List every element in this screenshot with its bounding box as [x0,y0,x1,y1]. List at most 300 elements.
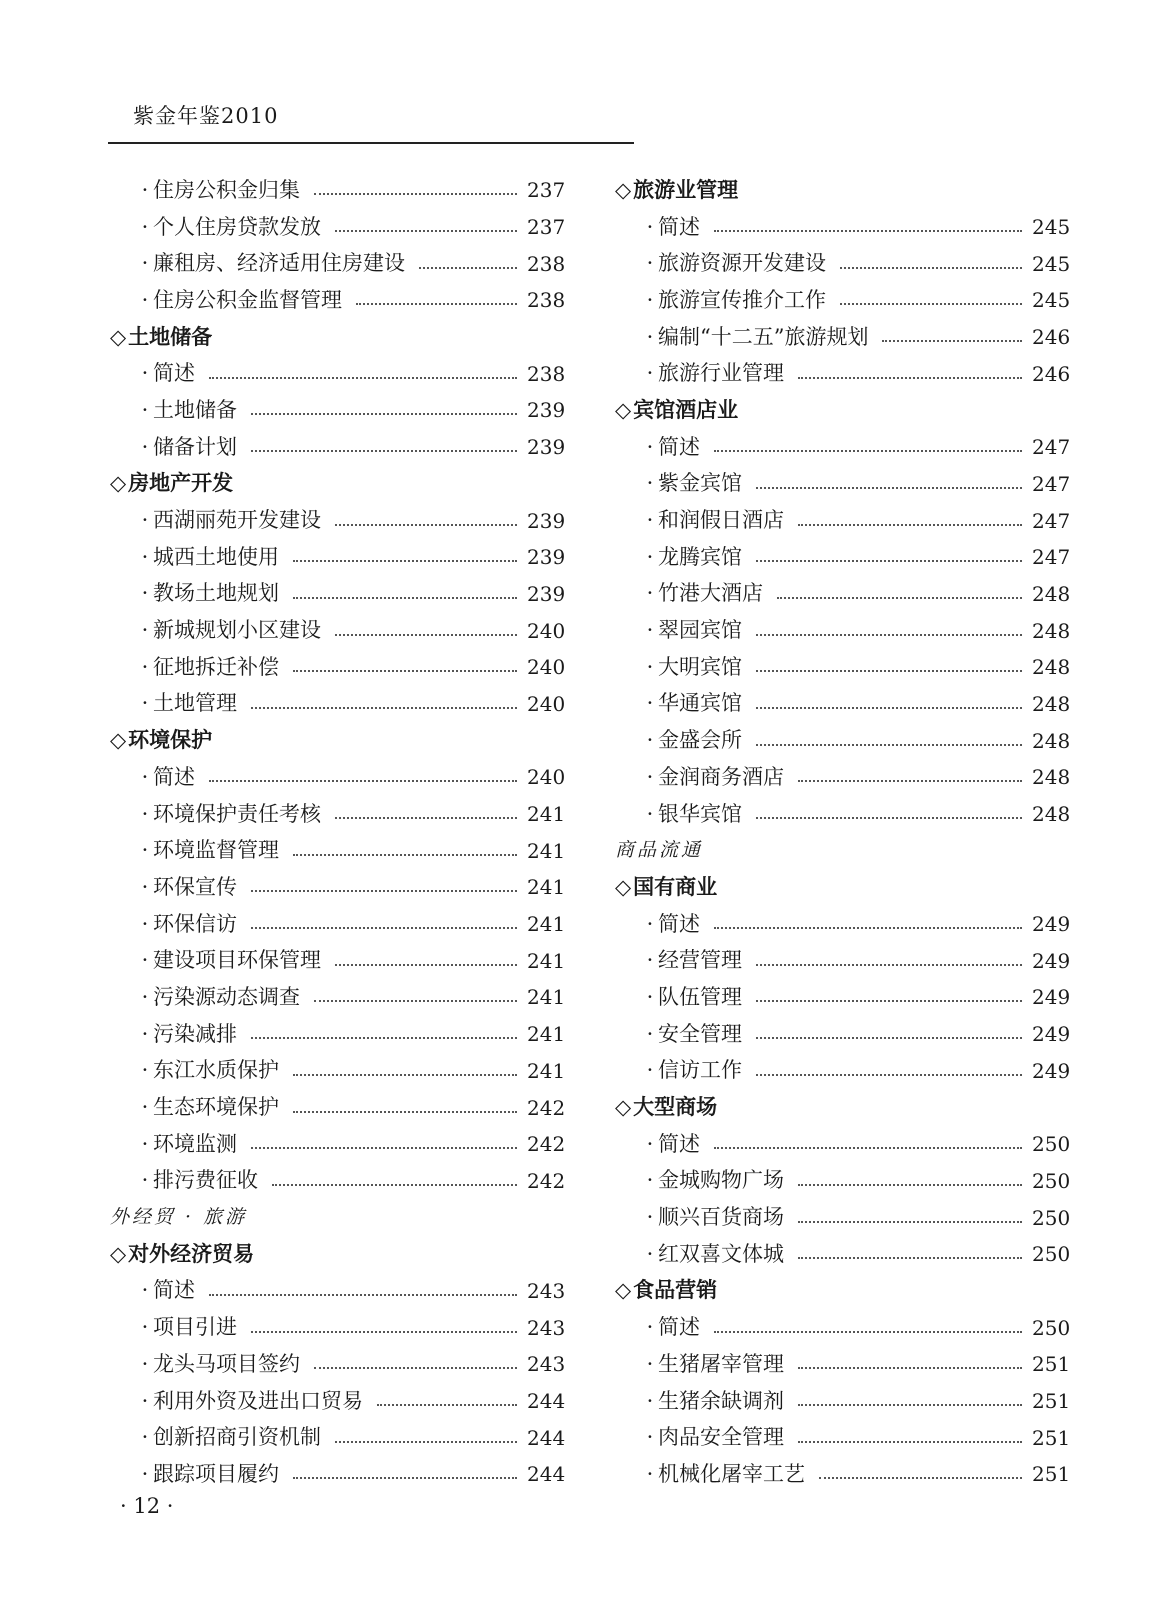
toc-entry-page: 241 [527,838,566,863]
toc-entry [110,282,565,319]
bullet-icon: · [646,691,654,716]
toc-entry [110,502,565,539]
toc-entry-title: 简述 [153,764,195,789]
dot-leader [756,670,1022,672]
toc-entry-page: 239 [527,398,566,423]
toc-section-heading [615,1089,1070,1126]
toc-category-title: 商品流通 [615,839,704,862]
toc-entry-page: 248 [1032,728,1071,753]
dot-leader [798,377,1022,379]
dot-leader [756,1037,1022,1039]
dot-leader [798,780,1022,782]
toc-entry-page: 243 [527,1352,566,1377]
toc-entry [110,172,565,209]
bullet-icon: · [141,691,149,716]
toc-entry-page: 249 [1032,1058,1071,1083]
toc-entry-page: 249 [1032,912,1071,937]
toc-entry [615,1199,1070,1236]
toc-entry-title: 简述 [153,361,195,386]
toc-entry-title: 教场土地规划 [153,581,279,606]
dot-leader [251,707,517,709]
dot-leader [335,964,517,966]
bullet-icon: · [646,471,654,496]
toc-entry-title: 经营管理 [658,948,742,973]
dot-leader [756,487,1022,489]
toc-entry-title: 安全管理 [658,1021,742,1046]
page-number: · 12 · [120,1494,174,1518]
bullet-icon: · [141,177,149,202]
dot-leader [756,707,1022,709]
bullet-icon: · [646,287,654,312]
toc-entry [110,979,565,1016]
bullet-icon: · [646,581,654,606]
bullet-icon: · [141,361,149,386]
toc-section-heading [110,319,565,356]
bullet-icon: · [646,728,654,753]
dot-leader [251,927,517,929]
dot-leader [335,817,517,819]
toc-entry-title: 编制“十二五”旅游规划 [658,324,869,349]
toc-entry [615,906,1070,943]
toc-entry [110,869,565,906]
dot-leader [293,1074,517,1076]
bullet-icon: · [646,1315,654,1340]
toc-entry [110,612,565,649]
toc-entry [110,1053,565,1090]
toc-category-title: 外经贸 · 旅游 [110,1206,248,1229]
toc-entry [615,466,1070,503]
toc-entry-page: 238 [527,251,566,276]
dot-leader [798,1184,1022,1186]
toc-entry-title: 个人住房贷款发放 [153,214,321,239]
toc-entry-title: 金盛会所 [658,728,742,753]
toc-entry-page: 251 [1032,1462,1071,1487]
toc-entry [110,686,565,723]
bullet-icon: · [646,1205,654,1230]
toc-entry-page: 247 [1032,545,1071,570]
toc-section-heading [615,172,1070,209]
toc-entry-page: 241 [527,948,566,973]
toc-entry [110,942,565,979]
bullet-icon: · [141,1388,149,1413]
dot-leader [798,524,1022,526]
toc-entry-title: 污染源动态调查 [153,984,300,1009]
toc-entry-title: 生态环境保护 [153,1095,279,1120]
toc-entry [615,576,1070,613]
dot-leader [840,267,1022,269]
diamond-icon: ◇ [110,471,127,496]
toc-entry [615,539,1070,576]
toc-entry-page: 248 [1032,691,1071,716]
bullet-icon: · [141,764,149,789]
dot-leader [882,340,1022,342]
toc-entry-page: 248 [1032,655,1071,680]
bullet-icon: · [646,1021,654,1046]
dot-leader [714,927,1022,929]
dot-leader [798,1404,1022,1406]
toc-entry-page: 248 [1032,618,1071,643]
toc-entry-title: 队伍管理 [658,984,742,1009]
dot-leader [756,964,1022,966]
toc-entry-page: 239 [527,508,566,533]
diamond-icon: ◇ [615,1278,632,1303]
toc-left-column [110,172,565,1493]
bullet-icon: · [141,434,149,459]
bullet-icon: · [646,1425,654,1450]
toc-entry-page: 250 [1032,1168,1071,1193]
bullet-icon: · [646,361,654,386]
bullet-icon: · [646,1461,654,1486]
diamond-icon: ◇ [615,874,632,899]
toc-entry-page: 240 [527,618,566,643]
toc-entry-title: 旅游宣传推介工作 [658,287,826,312]
toc-section-heading [110,1236,565,1273]
bullet-icon: · [141,1131,149,1156]
dot-leader [335,230,517,232]
toc-entry-page: 241 [527,802,566,827]
toc-entry-page: 245 [1032,215,1071,240]
bullet-icon: · [141,1315,149,1340]
toc-entry-page: 242 [527,1132,566,1157]
dot-leader [756,1000,1022,1002]
running-head-title: 紫金年鉴2010 [133,104,279,128]
diamond-icon: ◇ [110,728,127,753]
toc-entry-title: 创新招商引资机制 [153,1425,321,1450]
toc-entry [615,759,1070,796]
bullet-icon: · [646,911,654,936]
toc-entry-page: 241 [527,1058,566,1083]
toc-section-title: 旅游业管理 [633,177,739,202]
bullet-icon: · [141,1461,149,1486]
toc-entry [110,1309,565,1346]
toc-entry [110,1163,565,1200]
toc-entry-title: 龙头马项目签约 [153,1351,300,1376]
dot-leader [377,1404,517,1406]
toc-entry-page: 237 [527,215,566,240]
dot-leader [777,597,1022,599]
toc-entry-page: 238 [527,361,566,386]
dot-leader [756,817,1022,819]
toc-entry-page: 241 [527,985,566,1010]
toc-entry-title: 翠园宾馆 [658,618,742,643]
bullet-icon: · [646,544,654,569]
bullet-icon: · [141,397,149,422]
toc-entry-title: 廉租房、经济适用住房建设 [153,251,405,276]
toc-section-title: 房地产开发 [128,471,234,496]
toc-section-title: 国有商业 [633,874,718,899]
toc-entry-title: 建设项目环保管理 [153,948,321,973]
toc-entry-page: 249 [1032,1022,1071,1047]
toc-entry-page: 246 [1032,325,1071,350]
dot-leader [356,303,517,305]
dot-leader [293,1111,517,1113]
toc-entry [110,832,565,869]
toc-entry-title: 龙腾宾馆 [658,544,742,569]
dot-leader [714,1147,1022,1149]
toc-entry-page: 240 [527,765,566,790]
toc-entry-page: 246 [1032,361,1071,386]
toc-entry-page: 249 [1032,948,1071,973]
toc-entry-page: 247 [1032,435,1071,460]
bullet-icon: · [646,434,654,459]
dot-leader [293,670,517,672]
bullet-icon: · [141,287,149,312]
toc-entry-title: 环境保护责任考核 [153,801,321,826]
toc-entry-page: 244 [527,1425,566,1450]
toc-entry [615,1126,1070,1163]
toc-entry [615,1163,1070,1200]
toc-section-heading [615,1273,1070,1310]
bullet-icon: · [646,508,654,533]
bullet-icon: · [141,618,149,643]
toc-entry [615,209,1070,246]
toc-entry-title: 排污费征收 [153,1168,258,1193]
toc-entry [110,796,565,833]
toc-section-heading [615,869,1070,906]
bullet-icon: · [646,654,654,679]
toc-entry-page: 245 [1032,288,1071,313]
bullet-icon: · [141,1278,149,1303]
toc-section-title: 食品营销 [633,1278,718,1303]
dot-leader [714,230,1022,232]
toc-entry-title: 项目引进 [153,1315,237,1340]
bullet-icon: · [141,214,149,239]
toc-entry-page: 250 [1032,1242,1071,1267]
toc-entry-title: 储备计划 [153,434,237,459]
toc-entry-title: 住房公积金归集 [153,177,300,202]
dot-leader [335,1441,517,1443]
toc-section-title: 对外经济贸易 [128,1241,255,1266]
dot-leader [251,1037,517,1039]
toc-entry-page: 240 [527,691,566,716]
toc-entry [615,319,1070,356]
toc-entry-title: 利用外资及进出口贸易 [153,1388,363,1413]
toc-entry-title: 污染减排 [153,1021,237,1046]
toc-entry-title: 旅游资源开发建设 [658,251,826,276]
bullet-icon: · [141,911,149,936]
toc-entry-page: 243 [527,1278,566,1303]
dot-leader [314,1000,517,1002]
dot-leader [314,1367,517,1369]
toc-entry-page: 241 [527,875,566,900]
toc-entry-page: 242 [527,1095,566,1120]
toc-entry-title: 简述 [658,434,700,459]
dot-leader [798,1221,1022,1223]
toc-entry-page: 249 [1032,985,1071,1010]
bullet-icon: · [646,324,654,349]
toc-entry-title: 环保宣传 [153,874,237,899]
diamond-icon: ◇ [615,397,632,422]
toc-entry [110,906,565,943]
toc-entry-title: 环境监督管理 [153,838,279,863]
toc-entry-page: 251 [1032,1352,1071,1377]
toc-entry-title: 西湖丽苑开发建设 [153,508,321,533]
bullet-icon: · [646,251,654,276]
diamond-icon: ◇ [615,177,632,202]
toc-entry [615,686,1070,723]
dot-leader [251,1147,517,1149]
toc-entry-title: 华通宾馆 [658,691,742,716]
toc-entry [110,1456,565,1493]
dot-leader [756,744,1022,746]
bullet-icon: · [646,1058,654,1083]
toc-entry-title: 环境监测 [153,1131,237,1156]
toc-entry-page: 248 [1032,765,1071,790]
toc-entry [615,1309,1070,1346]
bullet-icon: · [141,581,149,606]
dot-leader [251,890,517,892]
toc-entry-title: 肉品安全管理 [658,1425,784,1450]
toc-entry-page: 244 [527,1389,566,1414]
toc-entry-title: 紫金宾馆 [658,471,742,496]
toc-entry [110,539,565,576]
toc-entry-title: 旅游行业管理 [658,361,784,386]
toc-entry-page: 237 [527,178,566,203]
toc-entry-page: 250 [1032,1315,1071,1340]
toc-entry-title: 简述 [658,1315,700,1340]
dot-leader [714,1331,1022,1333]
toc-entry [615,502,1070,539]
toc-entry-title: 竹港大酒店 [658,581,763,606]
bullet-icon: · [646,1388,654,1413]
toc-entry-page: 248 [1032,802,1071,827]
toc-entry [110,1346,565,1383]
bullet-icon: · [141,251,149,276]
toc-entry-page: 248 [1032,581,1071,606]
toc-entry-title: 红双喜文体城 [658,1241,784,1266]
toc-entry [110,355,565,392]
toc-category-heading [110,1199,565,1236]
bullet-icon: · [646,1131,654,1156]
dot-leader [209,780,517,782]
dot-leader [419,267,517,269]
bullet-icon: · [141,1021,149,1046]
dot-leader [756,634,1022,636]
bullet-icon: · [646,214,654,239]
toc-entry [110,1419,565,1456]
toc-entry-title: 简述 [153,1278,195,1303]
toc-entry-title: 顺兴百货商场 [658,1205,784,1230]
bullet-icon: · [646,984,654,1009]
toc-entry [110,649,565,686]
bullet-icon: · [141,984,149,1009]
toc-entry-page: 250 [1032,1205,1071,1230]
toc-entry-page: 243 [527,1315,566,1340]
bullet-icon: · [141,1058,149,1083]
toc-entry [615,612,1070,649]
toc-entry-page: 239 [527,545,566,570]
dot-leader [335,524,517,526]
toc-entry [615,245,1070,282]
toc-entry-page: 250 [1032,1132,1071,1157]
toc-entry-title: 金润商务酒店 [658,764,784,789]
toc-entry-title: 生猪余缺调剂 [658,1388,784,1413]
toc-entry-title: 环保信访 [153,911,237,936]
toc-section-heading [110,722,565,759]
dot-leader [272,1184,517,1186]
bullet-icon: · [646,618,654,643]
toc-entry-title: 征地拆迁补偿 [153,654,279,679]
toc-entry [110,1089,565,1126]
dot-leader [293,854,517,856]
toc-entry-page: 247 [1032,471,1071,496]
toc-section-title: 大型商场 [633,1095,718,1120]
toc-entry-page: 251 [1032,1425,1071,1450]
toc-entry [615,942,1070,979]
header-rule [108,142,634,144]
toc-entry-title: 跟踪项目履约 [153,1461,279,1486]
dot-leader [209,377,517,379]
toc-entry-title: 生猪屠宰管理 [658,1351,784,1376]
dot-leader [335,634,517,636]
toc-entry [615,1053,1070,1090]
bullet-icon: · [141,1095,149,1120]
toc-category-heading [615,832,1070,869]
bullet-icon: · [141,801,149,826]
toc-entry [615,355,1070,392]
dot-leader [293,597,517,599]
bullet-icon: · [141,654,149,679]
toc-entry-title: 简述 [658,911,700,936]
toc-entry [615,1346,1070,1383]
toc-entry [615,1236,1070,1273]
dot-leader [209,1294,517,1296]
toc-entry-title: 新城规划小区建设 [153,618,321,643]
bullet-icon: · [141,1425,149,1450]
toc-entry-title: 城西土地使用 [153,544,279,569]
toc-entry [110,429,565,466]
toc-entry-title: 大明宾馆 [658,654,742,679]
toc-entry [615,1383,1070,1420]
toc-section-heading [615,392,1070,429]
toc-entry [615,649,1070,686]
toc-entry-title: 机械化屠宰工艺 [658,1461,805,1486]
diamond-icon: ◇ [110,1241,127,1266]
toc-entry-title: 东江水质保护 [153,1058,279,1083]
dot-leader [840,303,1022,305]
bullet-icon: · [646,1351,654,1376]
toc-entry-title: 和润假日酒店 [658,508,784,533]
toc-entry-title: 简述 [658,214,700,239]
toc-entry [110,209,565,246]
toc-section-heading [110,466,565,503]
toc-section-title: 宾馆酒店业 [633,397,739,422]
bullet-icon: · [141,874,149,899]
bullet-icon: · [646,1241,654,1266]
dot-leader [293,1477,517,1479]
dot-leader [798,1441,1022,1443]
toc-entry-title: 金城购物广场 [658,1168,784,1193]
toc-entry-page: 239 [527,435,566,460]
bullet-icon: · [141,544,149,569]
toc-entry [615,722,1070,759]
bullet-icon: · [646,948,654,973]
toc-entry [110,245,565,282]
toc-entry-page: 247 [1032,508,1071,533]
toc-entry-page: 241 [527,912,566,937]
toc-entry-page: 240 [527,655,566,680]
toc-entry-page: 242 [527,1168,566,1193]
toc-entry [615,1419,1070,1456]
toc-entry-title: 信访工作 [658,1058,742,1083]
toc-entry-title: 住房公积金监督管理 [153,287,342,312]
bullet-icon: · [141,1351,149,1376]
bullet-icon: · [646,801,654,826]
toc-entry [615,429,1070,466]
toc-entry [110,576,565,613]
dot-leader [819,1477,1022,1479]
toc-entry [615,796,1070,833]
